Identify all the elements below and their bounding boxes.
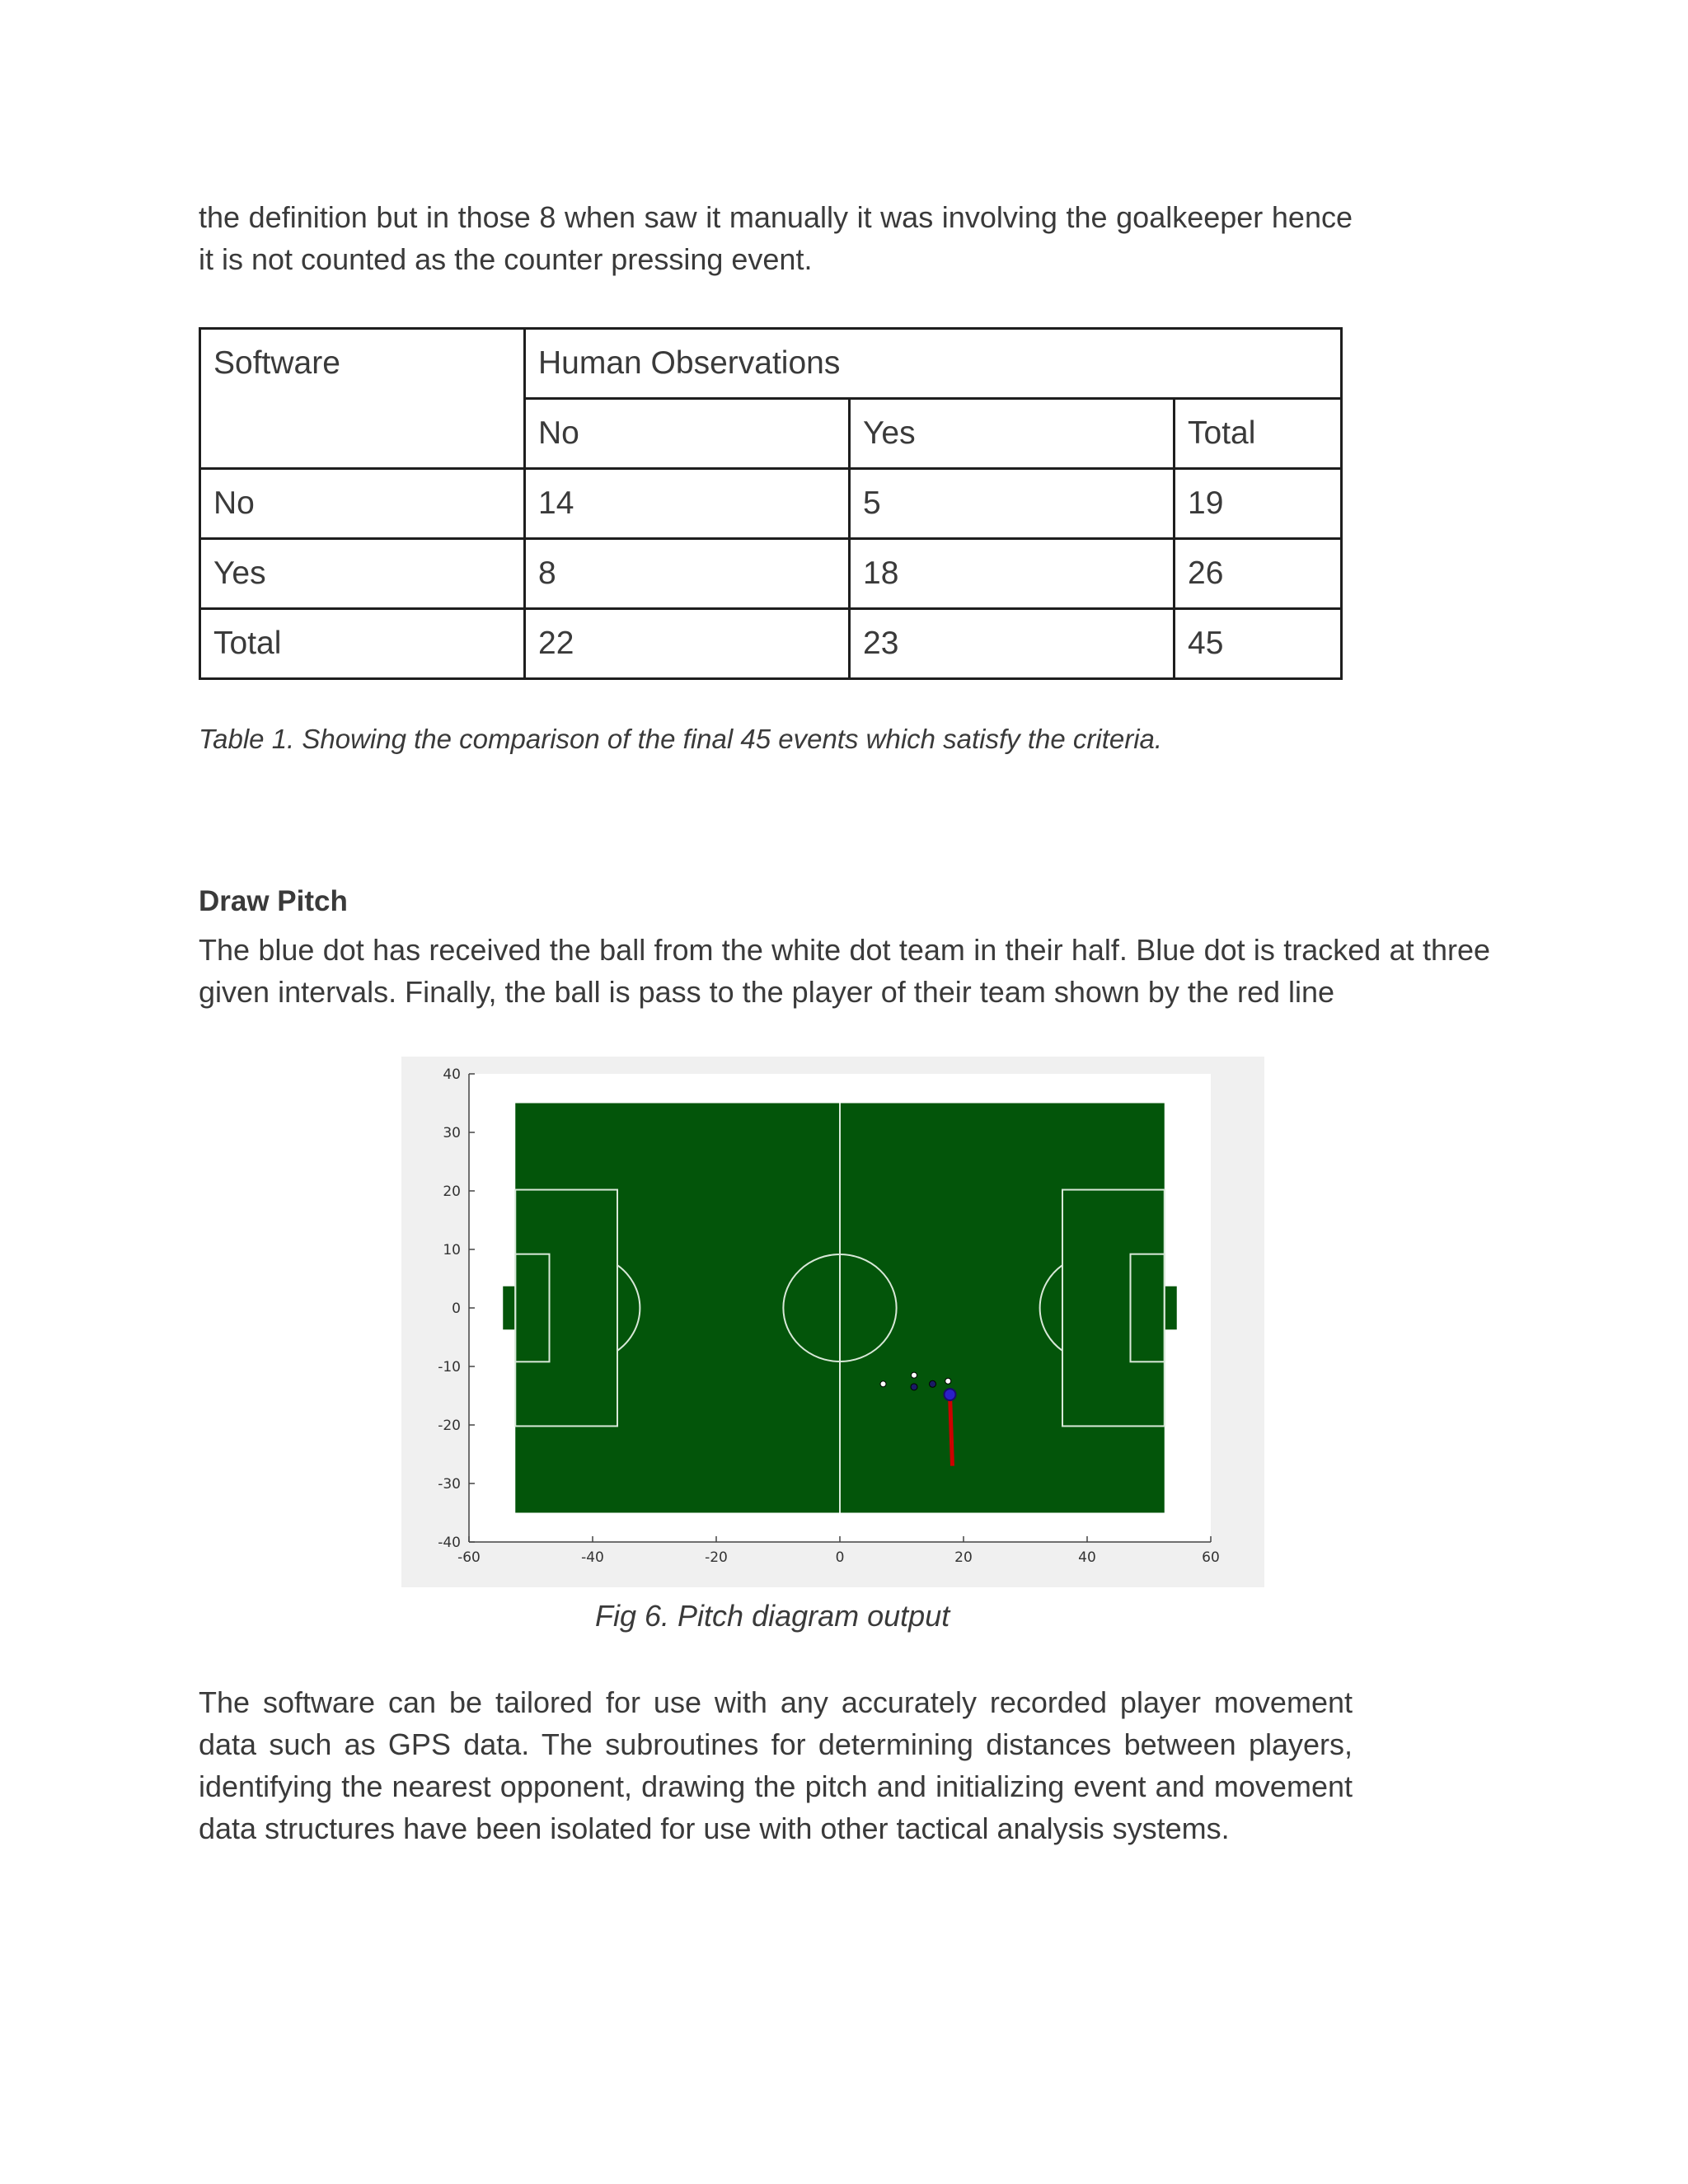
closing-paragraph: The software can be tailored for use with any accurately recorded player movement data such as GPS data. The subroutines for determining distances between players, identifying the nearest opponent, drawing the pitch and initializing event and movement data structures have been isolated for use with other tactical analysis systems. bbox=[199, 1685, 1353, 1845]
x-tick-label: -20 bbox=[705, 1549, 728, 1566]
y-tick-label: -20 bbox=[438, 1418, 461, 1434]
table-row bbox=[200, 609, 1342, 679]
table-column-header: Yes bbox=[850, 399, 1175, 469]
y-tick-label: 0 bbox=[452, 1301, 461, 1317]
x-tick-label: -40 bbox=[581, 1549, 604, 1566]
y-tick-label: -10 bbox=[438, 1359, 461, 1376]
table-cell: 5 bbox=[850, 469, 1175, 539]
white-team-player bbox=[912, 1372, 917, 1378]
x-tick-label: 40 bbox=[1078, 1549, 1096, 1566]
table-row-label: Total bbox=[200, 609, 525, 679]
table-cell: 14 bbox=[525, 469, 850, 539]
table-column-header: No bbox=[525, 399, 850, 469]
table-group-header: Human Observations bbox=[525, 329, 1342, 399]
table-caption: Table 1. Showing the comparison of the final 45 events which satisfy the criteria. bbox=[199, 724, 1163, 754]
y-tick-label: 40 bbox=[443, 1066, 461, 1083]
tracked-position bbox=[930, 1380, 936, 1387]
table-row-label: No bbox=[200, 469, 525, 539]
table-cell: 18 bbox=[850, 539, 1175, 609]
pitch-figure bbox=[401, 1057, 1264, 1587]
x-tick-label: 60 bbox=[1202, 1549, 1220, 1566]
table-row bbox=[200, 539, 1342, 609]
table-cell: 8 bbox=[525, 539, 850, 609]
right-goal bbox=[1165, 1286, 1177, 1330]
left-goal bbox=[503, 1286, 515, 1330]
x-tick-label: 20 bbox=[954, 1549, 973, 1566]
y-tick-label: -30 bbox=[438, 1476, 461, 1493]
y-tick-label: 30 bbox=[443, 1125, 461, 1141]
table-column-header: Total bbox=[1175, 399, 1342, 469]
white-team-player bbox=[945, 1378, 951, 1384]
section-paragraph: The blue dot has received the ball from the white dot team in their half. Blue dot is tracked at three given intervals. Finally, the ball is pass to the player of their team shown by the red line bbox=[199, 933, 1490, 1009]
pitch-plot bbox=[401, 1057, 1264, 1587]
comparison-table bbox=[199, 327, 1343, 680]
white-team-player bbox=[880, 1381, 886, 1387]
table-row bbox=[200, 469, 1342, 539]
table-corner-label: Software bbox=[200, 329, 525, 469]
x-tick-label: -60 bbox=[457, 1549, 481, 1566]
intro-paragraph: the definition but in those 8 when saw it manually it was involving the goalkeeper hence it is not counted as the counter pressing event. bbox=[199, 200, 1353, 276]
figure-caption: Fig 6. Pitch diagram output bbox=[595, 1599, 950, 1633]
pass-line bbox=[950, 1394, 953, 1466]
table-cell: 22 bbox=[525, 609, 850, 679]
table-row-label: Yes bbox=[200, 539, 525, 609]
tracked-player bbox=[945, 1389, 956, 1400]
y-tick-label: 10 bbox=[443, 1242, 461, 1258]
section-heading: Draw Pitch bbox=[199, 885, 348, 917]
table-cell: 23 bbox=[850, 609, 1175, 679]
table-cell: 45 bbox=[1175, 609, 1342, 679]
tracked-position bbox=[911, 1384, 917, 1390]
y-tick-label: -40 bbox=[438, 1535, 461, 1551]
table-cell: 19 bbox=[1175, 469, 1342, 539]
x-tick-label: 0 bbox=[835, 1549, 845, 1566]
y-tick-label: 20 bbox=[443, 1183, 461, 1200]
table-cell: 26 bbox=[1175, 539, 1342, 609]
